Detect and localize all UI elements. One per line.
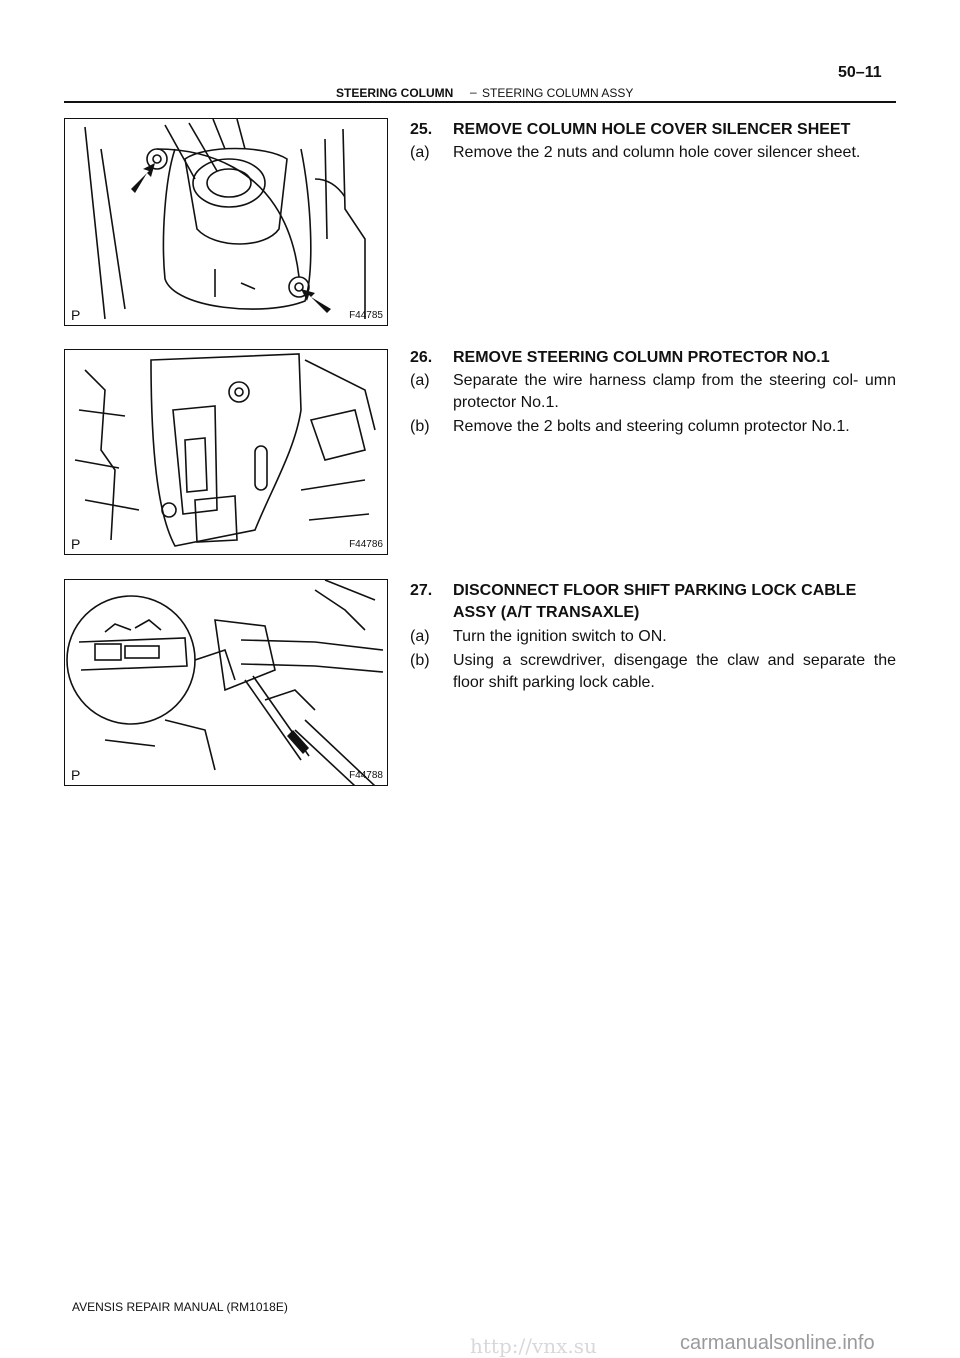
step-title: REMOVE STEERING COLUMN PROTECTOR NO.1 (453, 349, 830, 366)
step-27-substep-b (410, 650, 896, 694)
substep-label: (a) (410, 144, 430, 161)
figure-silencer-sheet (64, 118, 388, 326)
figure-parking-lock-cable (64, 579, 388, 786)
figure-corner-mark: P (71, 307, 81, 323)
illustration-steering-column-protector (65, 350, 388, 555)
step-26-heading (410, 347, 896, 369)
header-section-title: STEERING COLUMN (336, 86, 454, 100)
watermark-site: carmanualsonline.info (680, 1332, 875, 1354)
step-27-heading (410, 580, 896, 624)
figure-code: F44785 (349, 310, 383, 321)
watermark-link[interactable]: http://vnx.su (470, 1334, 597, 1358)
step-27-substep-a (410, 626, 896, 648)
substep-text: Remove the 2 bolts and steering column protector No.1. (453, 418, 850, 435)
substep-label: (a) (410, 372, 430, 389)
header-subsection-title: STEERING COLUMN ASSY (482, 86, 634, 100)
step-title: REMOVE COLUMN HOLE COVER SILENCER SHEET (453, 121, 851, 138)
step-number: 25. (410, 121, 433, 138)
substep-text: Separate the wire harness clamp from the steering col- umn protector No.1. (453, 372, 896, 411)
substep-text: Turn the ignition switch to ON. (453, 628, 667, 645)
step-number: 26. (410, 349, 433, 366)
figure-corner-mark: P (71, 536, 81, 552)
substep-text: Using a screwdriver, disengage the claw and separate the floor shift parking lock cable. (453, 652, 896, 691)
figure-code: F44786 (349, 539, 383, 550)
manual-footer: AVENSIS REPAIR MANUAL (RM1018E) (72, 1300, 288, 1314)
substep-label: (b) (410, 418, 430, 435)
step-25-substep-a (410, 142, 896, 164)
figure-column-protector (64, 349, 388, 555)
step-title: DISCONNECT FLOOR SHIFT PARKING LOCK CABLE ASSY (A/T TRANSAXLE) (453, 582, 857, 621)
substep-text: Remove the 2 nuts and column hole cover silencer sheet. (453, 144, 861, 161)
page-number: 50–11 (838, 64, 882, 81)
illustration-column-hole-cover (65, 119, 388, 326)
figure-code: F44788 (349, 770, 383, 781)
illustration-parking-lock-cable (65, 580, 388, 786)
step-number: 27. (410, 582, 433, 599)
step-26-substep-b (410, 416, 896, 438)
header-rule (64, 101, 896, 103)
step-25-heading (410, 119, 896, 141)
header-separator: – (470, 85, 477, 99)
step-26-substep-a (410, 370, 896, 414)
substep-label: (a) (410, 628, 430, 645)
figure-corner-mark: P (71, 767, 81, 783)
substep-label: (b) (410, 652, 430, 669)
